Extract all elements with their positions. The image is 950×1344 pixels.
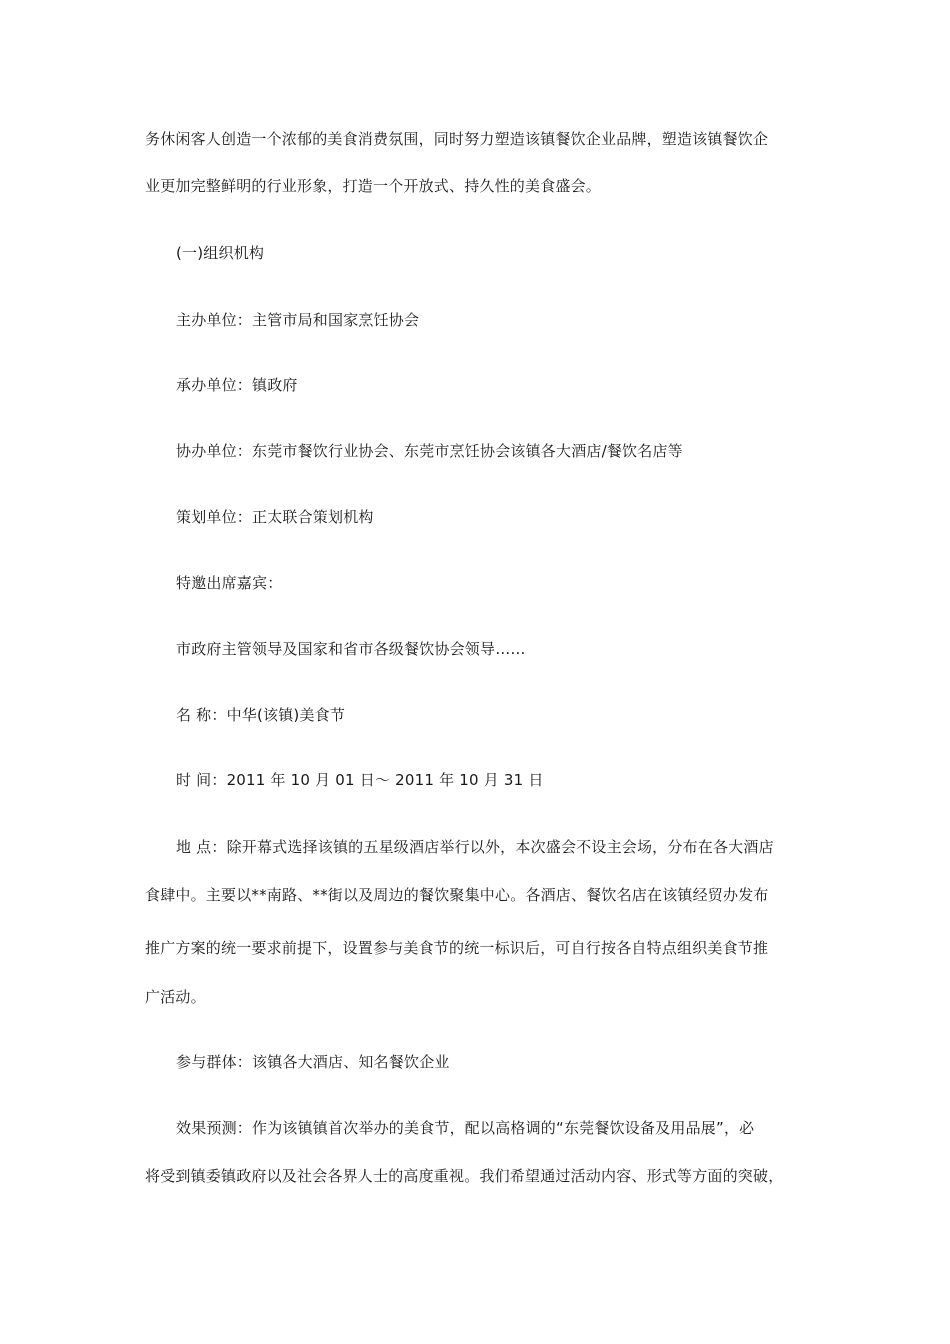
participants-line: 参与群体：该镇各大酒店、知名餐饮企业 (176, 1053, 450, 1071)
paragraph-line: 推广方案的统一要求前提下，设置参与美食节的统一标识后，可自行按各自特点组织美食节推 (145, 939, 769, 957)
paragraph-line: 将受到镇委镇政府以及社会各界人士的高度重视。我们希望通过活动内容、形式等方面的突破， (145, 1167, 784, 1185)
event-name-line: 名 称：中华(该镇)美食节 (176, 706, 346, 724)
guests-line: 市政府主管领导及国家和省市各级餐饮协会领导…… (176, 640, 526, 658)
planner-line: 策划单位：正太联合策划机构 (176, 508, 374, 526)
organizer-line: 主办单位：主管市局和国家烹饪协会 (176, 311, 420, 329)
paragraph-line: 食肆中。主要以**南路、**街以及周边的餐饮聚集中心。各酒店、餐饮名店在该镇经贸办发布 (145, 886, 769, 904)
host-line: 承办单位：镇政府 (176, 376, 298, 394)
paragraph-line: 业更加完整鲜明的行业形象，打造一个开放式、持久性的美食盛会。 (145, 177, 602, 195)
guests-label: 特邀出席嘉宾： (176, 574, 283, 592)
co-organizer-line: 协办单位：东莞市餐饮行业协会、东莞市烹饪协会该镇各大酒店/餐饮名店等 (176, 442, 683, 460)
event-time-line: 时 间：2011 年 10 月 01 日～ 2011 年 10 月 31 日 (176, 771, 544, 789)
effect-line: 效果预测：作为该镇镇首次举办的美食节，配以高格调的“东莞餐饮设备及用品展”，必 (176, 1119, 755, 1137)
paragraph-line: 务休闲客人创造一个浓郁的美食消费氛围，同时努力塑造该镇餐饮企业品牌，塑造该镇餐饮企 (145, 130, 769, 148)
paragraph-line: 广活动。 (145, 988, 206, 1006)
location-line: 地 点：除开幕式选择该镇的五星级酒店举行以外，本次盛会不设主会场，分布在各大酒店 (176, 838, 774, 856)
section-heading: (一)组织机构 (176, 244, 265, 262)
